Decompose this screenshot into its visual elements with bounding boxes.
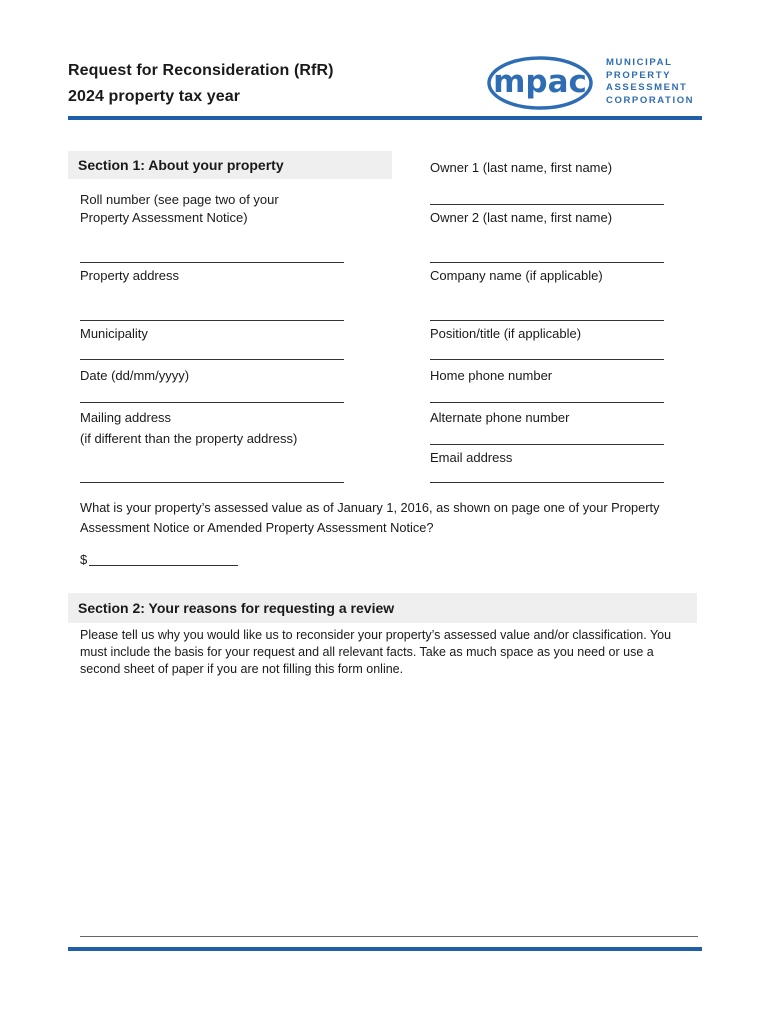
header-rule xyxy=(68,116,702,120)
logo-org-line4: CORPORATION xyxy=(606,94,695,106)
owner2-label: Owner 2 (last name, first name) xyxy=(430,210,613,225)
municipality-field[interactable] xyxy=(80,359,344,360)
logo-org-line1: MUNICIPAL xyxy=(606,57,673,68)
mpac-logo-mark xyxy=(486,52,598,112)
section2-instructions-line3: second sheet of paper if you are not filling this form online. xyxy=(80,662,404,676)
section2-instructions-line1: Please tell us why you would like us to reconsider your property’s assessed value and/or classification. You xyxy=(80,628,672,642)
logo-org-line3: ASSESSMENT xyxy=(606,82,688,93)
logo-org-line2: PROPERTY xyxy=(606,69,672,81)
section2-heading: Section 2: Your reasons for requesting a review xyxy=(68,593,697,623)
home-phone-field[interactable] xyxy=(430,402,664,403)
date-label: Date (dd/mm/yyyy) xyxy=(80,368,190,383)
position-field[interactable] xyxy=(430,359,664,360)
company-label: Company name (if applicable) xyxy=(430,268,603,283)
owner1-label: Owner 1 (last name, first name) xyxy=(430,160,613,175)
property-address-field[interactable] xyxy=(80,320,344,321)
footer-thin-rule xyxy=(80,936,698,937)
municipality-label: Municipality xyxy=(80,326,148,341)
alt-phone-field[interactable] xyxy=(430,444,664,445)
roll-number-field[interactable] xyxy=(80,262,344,263)
mpac-logo xyxy=(486,52,706,112)
alt-phone-label: Alternate phone number xyxy=(430,410,570,425)
footer-rule xyxy=(68,947,702,951)
reasons-text-area[interactable] xyxy=(80,685,698,930)
logo-wordmark: mpac xyxy=(493,64,587,100)
assessed-value-field[interactable] xyxy=(89,565,238,566)
email-label: Email address xyxy=(430,450,513,465)
section2-instructions-line2: must include the basis for your request and all relevant facts. Take as much space as you need or use a xyxy=(80,645,654,659)
form-title: Request for Reconsideration (RfR) xyxy=(68,62,334,79)
property-address-label: Property address xyxy=(80,268,179,283)
assessed-value-question-cont: Assessment Notice or Amended Property Assessment Notice? xyxy=(80,520,434,535)
roll-number-label-cont: Property Assessment Notice) xyxy=(80,210,248,225)
currency-symbol: $ xyxy=(80,552,88,567)
mailing-address-label: Mailing address xyxy=(80,410,172,425)
mailing-address-field[interactable] xyxy=(80,482,344,483)
owner2-field[interactable] xyxy=(430,262,664,263)
section1-heading: Section 1: About your property xyxy=(68,151,392,179)
date-field[interactable] xyxy=(80,402,344,403)
company-field[interactable] xyxy=(430,320,664,321)
mailing-address-note: (if different than the property address) xyxy=(80,431,298,446)
owner1-field[interactable] xyxy=(430,204,664,205)
email-field[interactable] xyxy=(430,482,664,483)
assessed-value-question: What is your property’s assessed value as of January 1, 2016, as shown on page one of your Property xyxy=(80,500,660,515)
tax-year-subtitle: 2024 property tax year xyxy=(68,88,241,105)
roll-number-label: Roll number (see page two of your xyxy=(80,192,279,207)
home-phone-label: Home phone number xyxy=(430,368,553,383)
position-label: Position/title (if applicable) xyxy=(430,326,582,341)
